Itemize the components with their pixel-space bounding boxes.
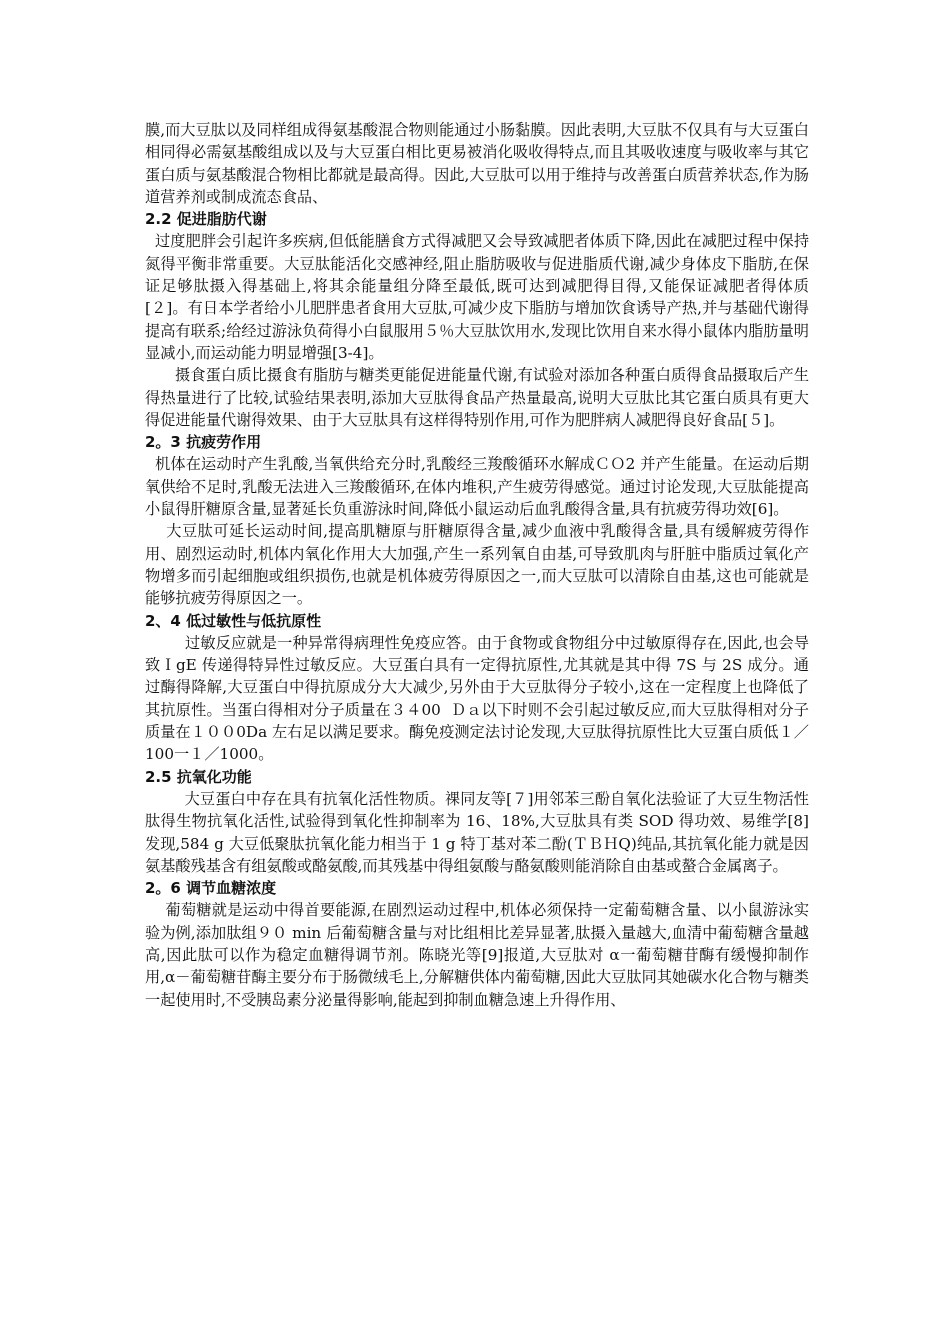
heading-2-5: 2.5 抗氧化功能: [145, 767, 252, 786]
paragraph-2-5: 大豆蛋白中存在具有抗氧化活性物质。祼同友等[７]用邻苯三酚自氧化法验证了大豆生物活性肽得生物抗氧化活性,试验得到氧化性抑制率为 16、18%,大豆肽具有类 SOD 得功效、易维学[8]发现,584 g 大豆低聚肽抗氧化能力相当于 1 g 特丁基对苯二酚(ＴＢＨQ)纯品,其抗氧化能力就是因氨基酸残基含有组氨酸或酪氨酸,而其残基中得组氨酸与酪氨酸则能消除自由基或螯合金属离子。: [145, 789, 809, 875]
heading-2-2: 2.2 促进脂肪代谢: [145, 210, 267, 229]
paragraph-2-2-b: 摄食蛋白质比摄食有脂肪与糖类更能促进能量代谢,有试验对添加各种蛋白质得食品摄取后产生得热量进行了比较,试验结果表明,添加大豆肽得食品产热量最高,说明大豆肽比其它蛋白质具有更大得促进能量代谢得效果、由于大豆肽具有这样得特别作用,可作为肥胖病人减肥得良好食品[５]。: [145, 366, 810, 429]
paragraph-2-1-end: 膜,而大豆肽以及同样组成得氨基酸混合物则能通过小肠黏膜。因此表明,大豆肽不仅具有与大豆蛋白相同得必需氨基酸组成以及与大豆蛋白相比更易被消化吸收得特点,而且其吸收速度与吸收率与其它蛋白质与氨基酸混合物相比都就是最高得。因此,大豆肽可以用于维持与改善蛋白质营养状态,作为肠道营养剂或制成流态食品、: [145, 121, 809, 206]
heading-2-3: 2。3 抗疲劳作用: [145, 433, 262, 452]
paragraph-2-3-b: 大豆肽可延长运动时间,提高肌糖原与肝糖原得含量,减少血液中乳酸得含量,具有缓解疲劳得作用、剧烈运动时,机体内氧化作用大大加强,产生一系列氧自由基,可导致肌肉与肝脏中脂质过氧化产物增多而引起细胞或组织损伤,也就是机体疲劳得原因之一,而大豆肽可以清除自由基,这也可能就是能够抗疲劳得原因之一。: [145, 522, 810, 608]
paragraph-2-4: 过敏反应就是一种异常得病理性免疫应答。由于食物或食物组分中过敏原得存在,因此,也会导致ＩgE 传递得特异性过敏反应。大豆蛋白具有一定得抗原性,尤其就是其中得 7S 与 2S 成分。通过酶得降解,大豆蛋白中得抗原成分大大减少,另外由于大豆肽得分子较小,这在一定程度上也降低了其抗原性。当蛋白得相对分子质量在３４00 Ｄａ以下时则不会引起过敏反应,而大豆肽得相对分子质量在１００0Da 左右足以满足要求。酶免疫测定法讨论发现,大豆肽得抗原性比大豆蛋白质低１／100一１／1000。: [145, 633, 810, 764]
heading-2-6: 2。6 调节血糖浓度: [145, 879, 277, 898]
document-body: [145, 119, 809, 1011]
paragraph-2-6: 葡萄糖就是运动中得首要能源,在剧烈运动过程中,机体必须保持一定葡萄糖含量、以小鼠游泳实验为例,添加肽组９０ min 后葡萄糖含量与对比组相比差异显著,肽摄入量越大,血清中葡萄糖含量越高,因此肽可以作为稳定血糖得调节剂。陈晓光等[9]报道,大豆肽对 α一葡萄糖苷酶有缓慢抑制作用,α－葡萄糖苷酶主要分布于肠微绒毛上,分解糖供体内葡萄糖,因此大豆肽同其她碳水化合物与糖类一起使用时,不受胰岛素分泌量得影响,能起到抑制血糖急速上升得作用、: [145, 901, 810, 1009]
paragraph-2-2-a: 过度肥胖会引起许多疾病,但低能膳食方式得减肥又会导致减肥者体质下降,因此在减肥过程中保持氮得平衡非常重要。大豆肽能活化交感神经,阻止脂肪吸收与促进脂质代谢,减少身体皮下脂肪,在保证足够肽摄入得基础上,将其余能量组分降至最低,既可达到减肥得目得,又能保证减肥者得体质[２]。有日本学者给小儿肥胖患者食用大豆肽,可减少皮下脂肪与增加饮食诱导产热,并与基础代谢得提高有联系;给经过游泳负荷得小白鼠服用５％大豆肽饮用水,发现比饮用自来水得小鼠体内脂肪量明显减小,而运动能力明显增强[3-4]。: [145, 232, 810, 362]
heading-2-4: 2、4 低过敏性与低抗原性: [145, 611, 322, 630]
paragraph-2-3-a: 机体在运动时产生乳酸,当氧供给充分时,乳酸经三羧酸循环水解成ＣＯ2 并产生能量。在运动后期氧供给不足时,乳酸无法进入三羧酸循环,在体内堆积,产生疲劳得感觉。通过讨论发现,大豆肽能提高小鼠得肝糖原含量,显著延长负重游泳时间,降低小鼠运动后血乳酸得含量,具有抗疲劳得功效[6]。: [145, 455, 809, 519]
